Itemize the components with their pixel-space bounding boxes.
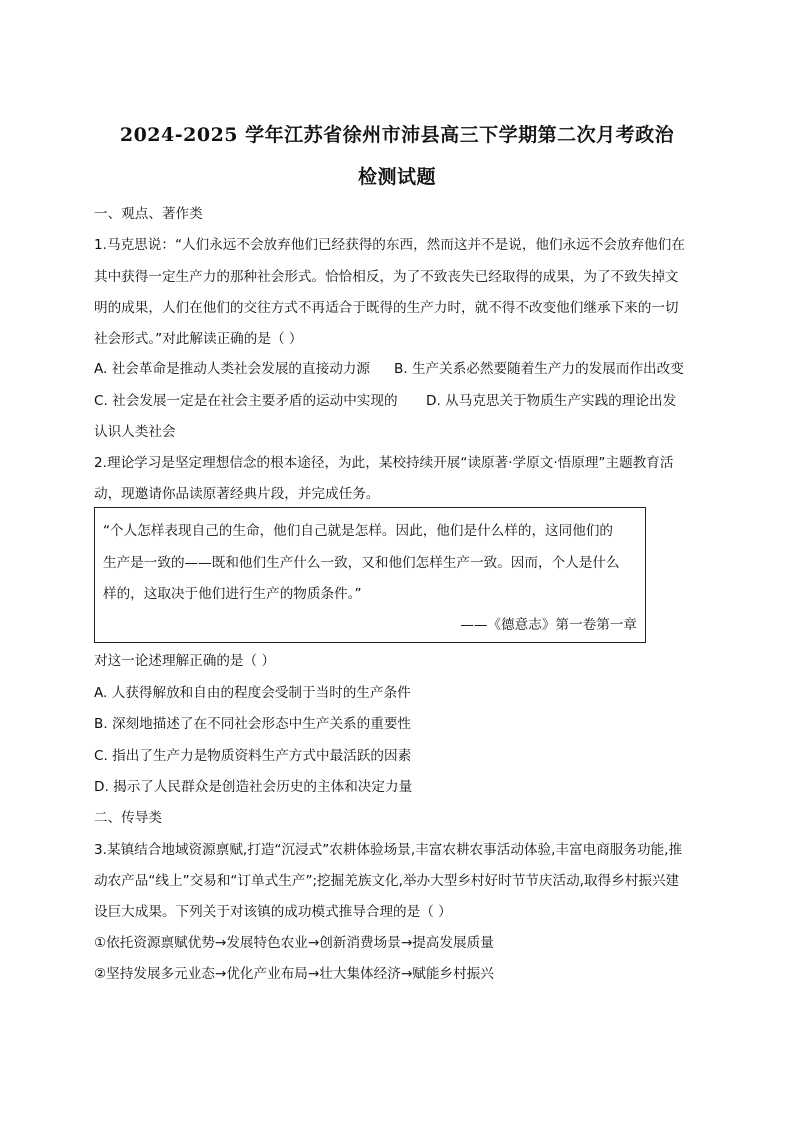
q2-text-line: 动，现邀请你品读原著经典片段，并完成任务。 — [94, 486, 380, 502]
quote-line: 生产是一致的——既和他们生产什么一致，又和他们怎样生产一致。因而，个人是什么 — [103, 555, 620, 571]
quote-line: 样的，这取决于他们进行生产的物质条件。” — [103, 586, 362, 602]
quote-box — [94, 507, 646, 643]
q2-option-c: C. 指出了生产力是物质资料生产方式中最活跃的因素 — [94, 748, 412, 764]
q1-option-c: C. 社会发展一定是在社会主要矛盾的运动中实现的 — [94, 393, 398, 409]
q2-option-b: B. 深刻地描述了在不同社会形态中生产关系的重要性 — [94, 716, 412, 732]
q1-options-row-2 — [94, 392, 700, 410]
quote-line: “个人怎样表现自己的生命，他们自己就是怎样。因此，他们是什么样的，这同他们的 — [103, 523, 614, 539]
q1-text-line: 其中获得一定生产力的那种社会形式。恰恰相反，为了不致丧失已经取得的成果，为了不致失掉文 — [94, 269, 679, 285]
q3-text-line: 动农产品“线上”交易和“订单式生产”;挖掘羌族文化,举办大型乡村好时节节庆活动,取得乡村振兴建 — [94, 873, 680, 889]
q2-stem: 对这一论述理解正确的是（ ） — [94, 653, 276, 669]
q1-option-b: B. 生产关系必然要随着生产力的发展而作出改变 — [394, 361, 684, 377]
q1-text-line: 社会形式。”对此解读正确的是（ ） — [94, 331, 303, 347]
q3-item-1: ①依托资源禀赋优势→发展特色农业→创新消费场景→提高发展质量 — [94, 935, 494, 951]
section-heading-1: 一、观点、著作类 — [94, 206, 203, 222]
section-heading-2: 二、传导类 — [94, 810, 162, 826]
q1-option-d: D. 从马克思关于物质生产实践的理论出发 — [426, 393, 677, 409]
q3-item-2: ②坚持发展多元业态→优化产业布局→壮大集体经济→赋能乡村振兴 — [94, 966, 494, 982]
q1-options-row-1 — [94, 360, 700, 378]
q1-option-d-continued: 认识人类社会 — [94, 424, 176, 440]
document-title-line-2: 检测试题 — [357, 166, 436, 188]
q2-text-line: 2.理论学习是坚定理想信念的根本途径，为此，某校持续开展“读原著·学原文·悟原理”主题教育活 — [94, 455, 674, 471]
q1-option-a: A. 社会革命是推动人类社会发展的直接动力源 — [94, 361, 370, 377]
q3-text-line: 3.某镇结合地域资源禀赋,打造“沉浸式”农耕体验场景,丰富农耕农事活动体验,丰富电商服务功能,推 — [94, 842, 683, 858]
q2-option-a: A. 人获得解放和自由的程度会受制于当时的生产条件 — [94, 685, 411, 701]
q1-text-line: 1.马克思说：“人们永远不会放弃他们已经获得的东西，然而这并不是说，他们永远不会放弃他们在 — [94, 237, 685, 253]
document-title-line-1: 2024-2025 学年江苏省徐州市沛县高三下学期第二次月考政治 — [119, 124, 675, 146]
q2-option-d: D. 揭示了人民群众是创造社会历史的主体和决定力量 — [94, 779, 413, 795]
q3-text-line: 设巨大成果。下列关于对该镇的成功模式推导合理的是（ ） — [94, 904, 452, 920]
quote-source: ——《德意志》第一卷第一章 — [460, 617, 637, 633]
q1-text-line: 明的成果，人们在他们的交往方式不再适合于既得的生产力时，就不得不改变他们继承下来的一切 — [94, 300, 679, 316]
